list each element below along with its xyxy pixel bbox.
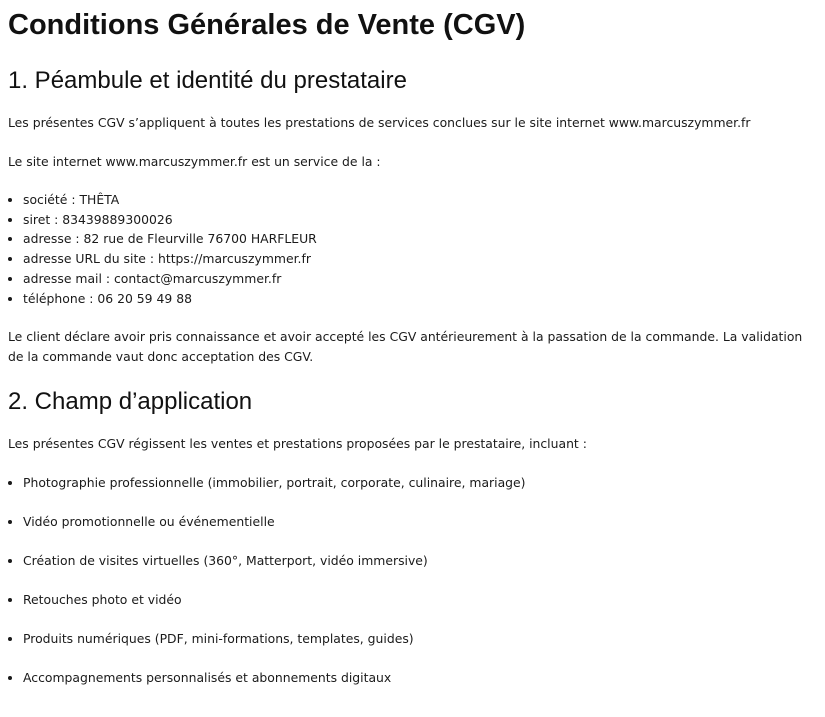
section-1-outro: Le client déclare avoir pris connaissance et avoir accepté les CGV antérieurement à la passation de la commande. La validation de la commande vaut donc acceptation des CGV.	[8, 329, 803, 364]
section-2-title: 2. Champ d’application	[8, 388, 253, 416]
page-title: Conditions Générales de Vente (CGV)	[8, 9, 526, 41]
service-item-video: • Vidéo promotionnelle ou événementielle	[23, 512, 817, 532]
section-1-service-line: Le site internet www.marcuszymmer.fr est un service de la :	[8, 153, 381, 169]
identity-item-url: • adresse URL du site : https://marcuszymmer.fr	[23, 249, 817, 269]
section-1-intro: Les présentes CGV s’appliquent à toutes les prestations de services conclues sur le site internet www.marcuszymmer.fr	[8, 115, 751, 130]
section-1-title: 1. Péambule et identité du prestataire	[8, 67, 407, 94]
section-2-intro: Les présentes CGV régissent les ventes et prestations proposées par le prestataire, incluant :	[8, 436, 587, 452]
identity-item-phone: • téléphone : 06 20 59 49 88	[23, 289, 817, 309]
service-item-photography: • Photographie professionnelle (immobilier, portrait, corporate, culinaire, mariage)	[23, 473, 817, 493]
identity-item-email: • adresse mail : contact@marcuszymmer.fr	[23, 269, 817, 289]
services-list	[8, 473, 817, 688]
service-item-digital-products: • Produits numériques (PDF, mini-formations, templates, guides)	[23, 629, 817, 649]
identity-item-address: • adresse : 82 rue de Fleurville 76700 HARFLEUR	[23, 229, 817, 249]
service-item-coaching: • Accompagnements personnalisés et abonnements digitaux	[23, 668, 817, 688]
service-item-virtual-tours: • Création de visites virtuelles (360°, Matterport, vidéo immersive)	[23, 551, 817, 571]
identity-list	[8, 190, 817, 308]
identity-item-siret: • siret : 83439889300026	[23, 210, 817, 230]
service-item-retouching: • Retouches photo et vidéo	[23, 590, 817, 610]
identity-item-company: • société : THÊTA	[23, 190, 817, 210]
